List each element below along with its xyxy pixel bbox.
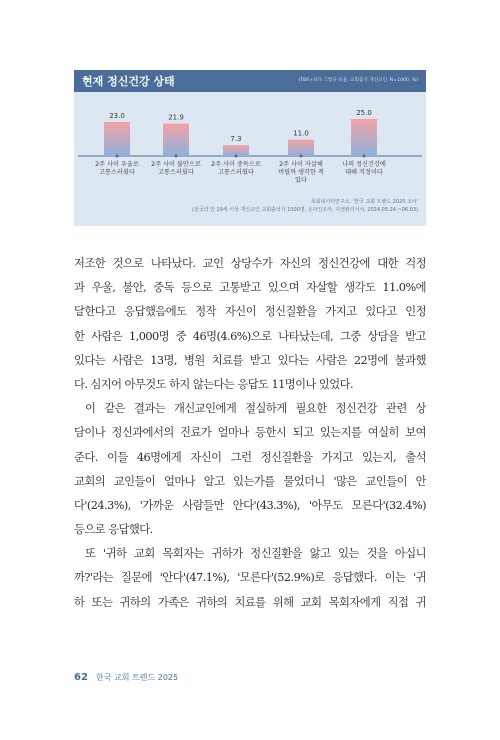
chart-note: (TBR+보다 그렇다 비율, 교회출석 개신교인, N=1000, %) bbox=[298, 78, 418, 83]
text-line: 담이나 정신과에서의 진료가 얼마나 등한시 되고 있는지를 여실히 보여 bbox=[74, 426, 426, 440]
chart-value-label: 23.0 bbox=[109, 111, 125, 120]
text-line: 또 '귀하 교회 목회자는 귀하가 정신질환을 앓고 있는 것을 아십니 bbox=[85, 547, 426, 561]
chart-value-label: 11.0 bbox=[293, 129, 309, 138]
page-number: 62 bbox=[74, 672, 88, 683]
text-line: 다. 심지어 아무것도 하지 않는다는 응답도 11명이나 있었다. bbox=[74, 377, 353, 391]
chart-title: 현재 정신건강 상태 bbox=[82, 75, 175, 88]
text-line: 다'(24.3%), '가까운 사람들만 안다'(43.3%), '아무도 모른다'(32.4%) bbox=[74, 498, 426, 512]
chart-bar bbox=[351, 119, 377, 156]
chart-tick-dot bbox=[235, 155, 238, 158]
text-line: 저조한 것으로 나타났다. 교인 상당수가 자신의 정신건강에 대한 걱정 bbox=[74, 257, 426, 270]
chart-bar bbox=[163, 124, 189, 156]
running-title: 한국 교회 트렌드 2025 bbox=[96, 673, 179, 682]
text-line: 준다. 이들 46명에게 자신이 그런 정신질환을 가지고 있는지, 출석 bbox=[74, 450, 426, 464]
text-line: 한 사람은 1,000명 중 46명(4.6%)으로 나타났는데, 그중 상담을 받고 bbox=[74, 329, 426, 343]
page-footer bbox=[74, 665, 178, 684]
chart-bar bbox=[104, 122, 130, 156]
text-line: 있다는 사람은 13명, 병원 치료를 받고 있다는 사람은 22명에 불과했 bbox=[74, 353, 426, 367]
text-line: 달한다고 응답했음에도 정작 자신이 정신질환을 가지고 있다고 인정 bbox=[74, 305, 426, 319]
chart-bar bbox=[288, 140, 314, 156]
chart-value-label: 25.0 bbox=[356, 109, 372, 117]
chart-category-label: 2주 사이 우울로 고통스러웠다 bbox=[95, 161, 139, 176]
chart-category-label: 나의 정신건강에 대해 걱정이다 bbox=[342, 161, 386, 176]
text-line: 이 같은 결과는 개신교인에게 절실하게 필요한 정신건강 관련 상 bbox=[85, 402, 426, 416]
text-line: 등으로 응답했다. bbox=[74, 523, 153, 537]
chart-tick-dot bbox=[116, 155, 119, 158]
chart-figure bbox=[74, 70, 426, 226]
text-line: 까?'라는 질문에 '안다'(47.1%), '모른다'(52.9%)로 응답했다. 이는 '귀 bbox=[74, 571, 426, 585]
chart-tick-dot bbox=[363, 155, 366, 158]
body-text bbox=[74, 252, 426, 615]
chart-tick-dot bbox=[300, 155, 303, 158]
chart-tick-dot bbox=[175, 155, 178, 158]
chart-source bbox=[158, 198, 418, 214]
chart-bar bbox=[223, 145, 249, 156]
text-line: 하 또는 귀하의 가족은 귀하의 치료를 위해 교회 목회자에게 직접 귀 bbox=[74, 595, 426, 609]
chart-category-label: 2주 사이 중독으로 고통스러웠다 bbox=[211, 161, 261, 176]
chart-source-detail: (전국의 만 19세 이상 개신교인 교회출석자 1000명, 온라인조사, 지앤컴리서치, 2024.05.24.~06.03) bbox=[191, 207, 418, 213]
chart-source-line: 목회데이터연구소, '한국 교회 트렌드 2025 조사' bbox=[310, 199, 418, 205]
chart-value-label: 21.9 bbox=[168, 113, 184, 122]
chart-category-label: 2주 사이 불안으로 고통스러웠다 bbox=[151, 161, 201, 176]
text-line: 과 우울, 불안, 중독 등으로 고통받고 있으며 자살할 생각도 11.0%에 bbox=[74, 281, 426, 295]
chart-category-label: 2주 사이 자살해 버릴까 생각한 적 있다 bbox=[278, 161, 324, 184]
chart-value-label: 7.3 bbox=[230, 135, 242, 144]
text-line: 교회의 교인들이 얼마나 알고 있는가를 물었더니 '많은 교인들이 안 bbox=[74, 474, 426, 488]
